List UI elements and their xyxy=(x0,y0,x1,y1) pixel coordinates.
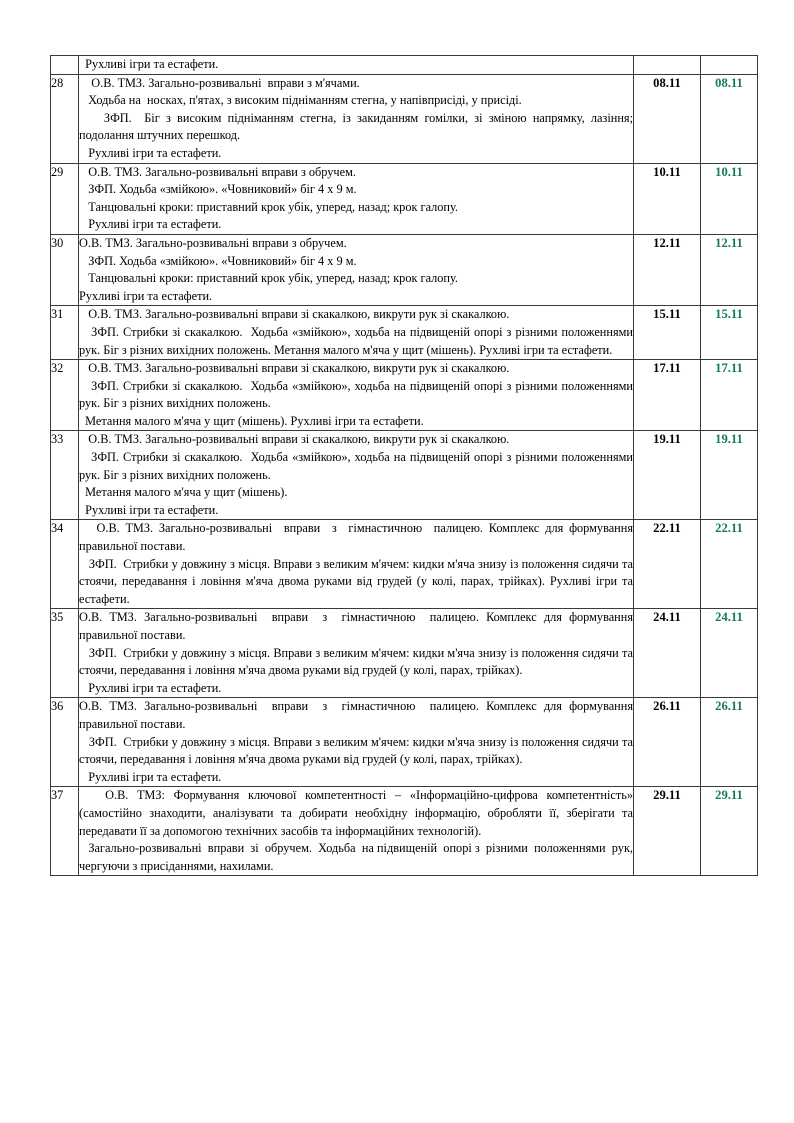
content-line: ЗФП. Ходьба «змійкою». «Човниковий» біг 4 х 9 м. xyxy=(79,182,357,197)
lesson-content-cell xyxy=(79,74,637,163)
date-actual: 17.11 xyxy=(701,360,758,431)
row-number: 28 xyxy=(51,74,79,163)
content-line: ЗФП. Стрибки зі скакалкою. Ходьба «змійкою», ходьба на підвищеній опорі з різними положеннями рук. Біг з різних вихідних положень. xyxy=(79,450,637,482)
date-planned: 22.11 xyxy=(634,520,701,609)
content-line: Метання малого м'яча у щит (мішень). xyxy=(79,485,288,500)
row-number: 37 xyxy=(51,787,79,876)
date-planned: 19.11 xyxy=(634,431,701,520)
content-line: ЗФП. Стрибки у довжину з місця. Вправи з великим м'ячем: кидки м'яча знизу із положення сидячи та стоячи, передавання і ловіння м'яча двома руками від грудей (у колі, парах, трійках). Рухливі ігри та естафети. xyxy=(79,556,637,606)
date-planned: 17.11 xyxy=(634,360,701,431)
content-line: Рухливі ігри та естафети. xyxy=(79,217,222,232)
date-actual: 10.11 xyxy=(701,163,758,234)
content-line: ЗФП. Стрибки у довжину з місця. Вправи з великим м'ячем: кидки м'яча знизу із положення сидячи та стоячи, передавання і ловіння м'яча двома руками від грудей (у колі, парах, трійках). xyxy=(79,645,637,678)
content-line: О.В. ТМЗ. Загально-розвивальні вправи з обручем. xyxy=(79,164,356,179)
date-actual: 08.11 xyxy=(701,74,758,163)
lesson-content-cell xyxy=(79,609,637,698)
date-actual: 24.11 xyxy=(701,609,758,698)
content-line: ЗФП. Стрибки зі скакалкою. Ходьба «змійкою», ходьба на підвищеній опорі з різними положеннями рук. Біг з різних вихідних положень. Метання малого м'яча у щит (мішень). Рухливі ігри та естафети. xyxy=(79,324,637,357)
table-row xyxy=(51,163,758,234)
table-row xyxy=(51,609,758,698)
row-number: 36 xyxy=(51,698,79,787)
table-row xyxy=(51,234,758,305)
content-line: Рухливі ігри та естафети. xyxy=(79,769,222,784)
content-line: О.В. ТМЗ. Загально-розвивальні вправи зі скакалкою, викрути рук зі скакалкою. xyxy=(79,307,510,322)
date-actual: 19.11 xyxy=(701,431,758,520)
content-line: О.В. ТМЗ: Формування ключової компетентності – «Інформаційно-цифрова компетентність» (самостійно знаходити, аналізувати та добирати необхідну інформацію, обробляти її, зберігати та передавати її за допомогою технічних засобів та інформаційних технологій). xyxy=(79,788,637,838)
row-number xyxy=(51,56,79,75)
lesson-plan-table xyxy=(50,55,758,876)
content-line: Метання малого м'яча у щит (мішень). Рухливі ігри та естафети. xyxy=(79,413,424,428)
date-planned xyxy=(634,56,701,75)
date-actual xyxy=(701,56,758,75)
row-number: 31 xyxy=(51,306,79,360)
content-line: Загально-розвивальні вправи зі обручем. Ходьба на підвищеній опорі з різними положеннями рук, чергуючи з присіданнями, нахилами. xyxy=(79,841,637,873)
date-planned: 15.11 xyxy=(634,306,701,360)
content-line: ЗФП. Ходьба «змійкою». «Човниковий» біг 4 х 9 м. xyxy=(79,253,357,268)
content-line: Рухливі ігри та естафети. xyxy=(79,288,213,303)
content-line: Рухливі ігри та естафети. xyxy=(79,145,222,160)
table-row xyxy=(51,520,758,609)
date-planned: 12.11 xyxy=(634,234,701,305)
content-line: О.В. ТМЗ. Загально-розвивальні вправи з м'ячами. xyxy=(79,75,360,90)
date-actual: 15.11 xyxy=(701,306,758,360)
table-row xyxy=(51,698,758,787)
date-planned: 26.11 xyxy=(634,698,701,787)
table-row xyxy=(51,306,758,360)
lesson-content-cell xyxy=(79,234,634,305)
content-line: Танцювальні кроки: приставний крок убік, уперед, назад; крок галопу. xyxy=(79,271,458,286)
table-row xyxy=(51,74,758,163)
date-actual: 12.11 xyxy=(701,234,758,305)
lesson-content-cell xyxy=(79,163,634,234)
lesson-content-cell xyxy=(79,360,637,431)
row-number: 30 xyxy=(51,234,79,305)
row-number: 35 xyxy=(51,609,79,698)
date-planned: 10.11 xyxy=(634,163,701,234)
content-line: ЗФП. Стрибки у довжину з місця. Вправи з великим м'ячем: кидки м'яча знизу із положення сидячи та стоячи, передавання і ловіння м'яча двома руками від грудей (у колі, парах, трійках). xyxy=(79,734,637,767)
row-number: 33 xyxy=(51,431,79,520)
date-actual: 22.11 xyxy=(701,520,758,609)
lesson-content-cell xyxy=(79,520,637,609)
date-actual: 26.11 xyxy=(701,698,758,787)
table-row xyxy=(51,787,758,876)
content-line: О.В. ТМЗ. Загально-розвивальні вправи зі скакалкою, викрути рук зі скакалкою. xyxy=(79,432,510,447)
date-planned: 08.11 xyxy=(634,74,701,163)
content-line: О.В. ТМЗ. Загально-розвивальні вправи зі скакалкою, викрути рук зі скакалкою. xyxy=(79,361,510,376)
content-line: Ходьба на носках, п'ятах, з високим підніманням стегна, у напівприсіді, у присіді. xyxy=(79,93,522,108)
content-line: О.В. ТМЗ. Загально-розвивальні вправи з гімнастичною палицею. Комплекс для формування правильної постави. xyxy=(79,699,637,731)
lesson-content-cell xyxy=(79,306,637,360)
content-line: Рухливі ігри та естафети. xyxy=(79,680,222,695)
lesson-content-cell xyxy=(79,56,634,75)
table-row xyxy=(51,56,758,75)
content-line: ЗФП. Стрибки зі скакалкою. Ходьба «змійкою», ходьба на підвищеній опорі з різними положеннями рук. Біг з різних вихідних положень. xyxy=(79,378,637,411)
row-number: 34 xyxy=(51,520,79,609)
row-number: 32 xyxy=(51,360,79,431)
row-number: 29 xyxy=(51,163,79,234)
lesson-content-cell xyxy=(79,698,637,787)
date-planned: 29.11 xyxy=(634,787,701,876)
content-line: О.В. ТМЗ. Загально-розвивальні вправи з гімнастичною палицею. Комплекс для формування правильної постави. xyxy=(79,521,637,554)
content-line: ЗФП. Біг з високим підніманням стегна, із закиданням гомілки, зі зміною напрямку, лазіння; подолання штучних перешкод. xyxy=(79,110,637,143)
table-row xyxy=(51,360,758,431)
content-line: Рухливі ігри та естафети. xyxy=(79,57,219,71)
content-line: О.В. ТМЗ. Загально-розвивальні вправи з обручем. xyxy=(79,235,347,250)
content-line: Танцювальні кроки: приставний крок убік, уперед, назад; крок галопу. xyxy=(79,199,458,214)
lesson-content-cell xyxy=(79,431,637,520)
content-line: Рухливі ігри та естафети. xyxy=(79,502,219,517)
table-row xyxy=(51,431,758,520)
date-planned: 24.11 xyxy=(634,609,701,698)
date-actual: 29.11 xyxy=(701,787,758,876)
lesson-content-cell xyxy=(79,787,637,876)
table-body xyxy=(51,56,758,876)
content-line: О.В. ТМЗ. Загально-розвивальні вправи з гімнастичною палицею. Комплекс для формування правильної постави. xyxy=(79,610,637,642)
